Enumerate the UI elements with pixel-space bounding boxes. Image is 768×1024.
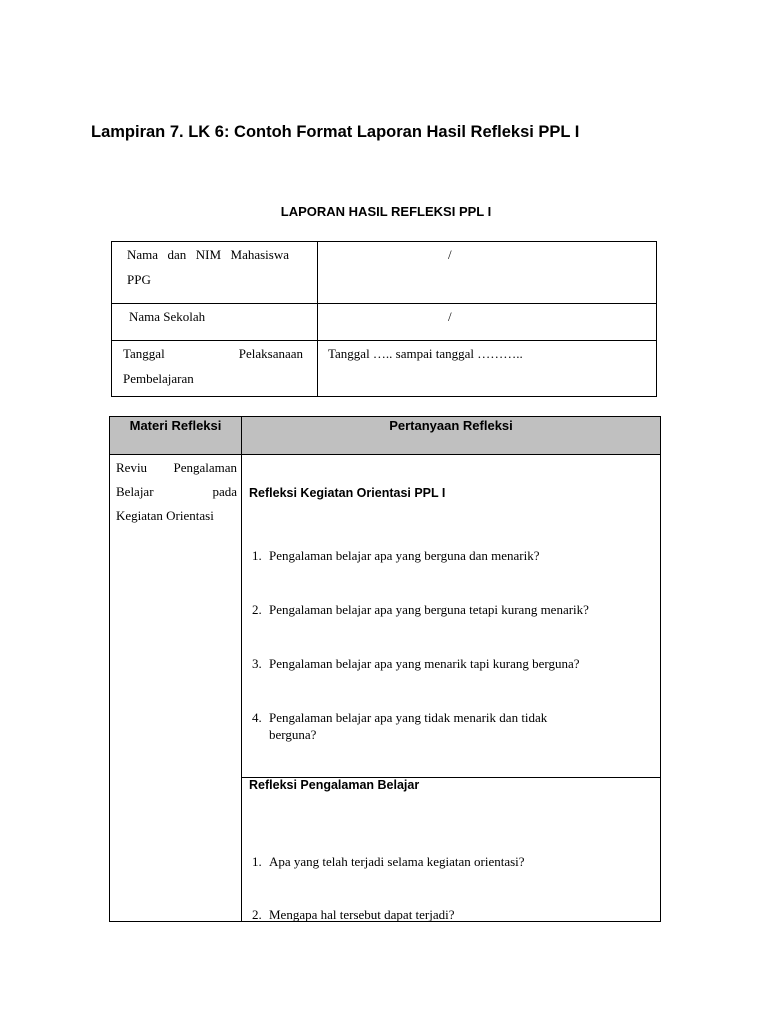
question-pengalaman-2 <box>252 906 602 923</box>
question-pengalaman-1 <box>252 853 602 870</box>
student-label-line1: Nama dan NIM Mahasiswa <box>127 247 289 262</box>
student-label-line2: PPG <box>127 272 151 287</box>
student-value: / <box>448 247 452 262</box>
question-text: Pengalaman belajar apa yang berguna dan menarik? <box>269 548 540 563</box>
question-orientasi-2 <box>252 601 602 618</box>
identity-row-date <box>112 341 656 396</box>
question-number: 2. <box>252 907 262 922</box>
section-title-orientasi: Refleksi Kegiatan Orientasi PPL I <box>249 486 446 500</box>
appendix-title: Lampiran 7. LK 6: Contoh Format Laporan Hasil Refleksi PPL I <box>91 123 580 141</box>
report-title: LAPORAN HASIL REFLEKSI PPL I <box>280 204 492 219</box>
question-number: 4. <box>252 710 262 725</box>
question-text: Pengalaman belajar apa yang berguna tetapi kurang menarik? <box>269 602 589 617</box>
date-label-cell <box>112 341 318 396</box>
question-text: Pengalaman belajar apa yang menarik tapi kurang berguna? <box>269 656 580 671</box>
date-value: Tanggal ….. sampai tanggal ……….. <box>328 346 523 361</box>
identity-table <box>111 241 657 397</box>
student-value-cell <box>318 242 656 303</box>
date-label-line1: Tanggal Pelaksanaan <box>123 346 303 361</box>
question-orientasi-1 <box>252 547 602 564</box>
identity-row-student <box>112 242 656 304</box>
question-orientasi-4 <box>252 709 572 743</box>
header-materi-refleksi: Materi Refleksi <box>110 417 242 454</box>
materi-line1: Reviu Pengalaman <box>116 460 237 475</box>
school-value-cell <box>318 304 656 340</box>
question-text: Apa yang telah terjadi selama kegiatan orientasi? <box>269 854 525 869</box>
date-label-line2: Pembelajaran <box>123 371 194 386</box>
materi-line2: Belajar pada <box>116 484 237 499</box>
materi-cell <box>110 455 242 921</box>
section-title-pengalaman: Refleksi Pengalaman Belajar <box>249 778 420 792</box>
question-orientasi-3 <box>252 655 602 672</box>
identity-row-school <box>112 304 656 341</box>
school-label-cell <box>112 304 318 340</box>
student-label-cell <box>112 242 318 303</box>
date-value-cell <box>318 341 656 396</box>
reflection-table-header <box>110 417 660 455</box>
question-number: 3. <box>252 656 262 671</box>
reflection-table <box>109 416 661 922</box>
question-number: 1. <box>252 548 262 563</box>
header-pertanyaan-refleksi: Pertanyaan Refleksi <box>389 418 513 433</box>
question-text: Mengapa hal tersebut dapat terjadi? <box>269 907 455 922</box>
question-text: Pengalaman belajar apa yang tidak menarik dan tidak berguna? <box>269 710 548 742</box>
question-number: 1. <box>252 854 262 869</box>
question-number: 2. <box>252 602 262 617</box>
materi-line3: Kegiatan Orientasi <box>116 508 214 523</box>
school-label: Nama Sekolah <box>129 309 206 324</box>
pertanyaan-cell <box>242 455 660 921</box>
school-value: / <box>448 309 452 324</box>
